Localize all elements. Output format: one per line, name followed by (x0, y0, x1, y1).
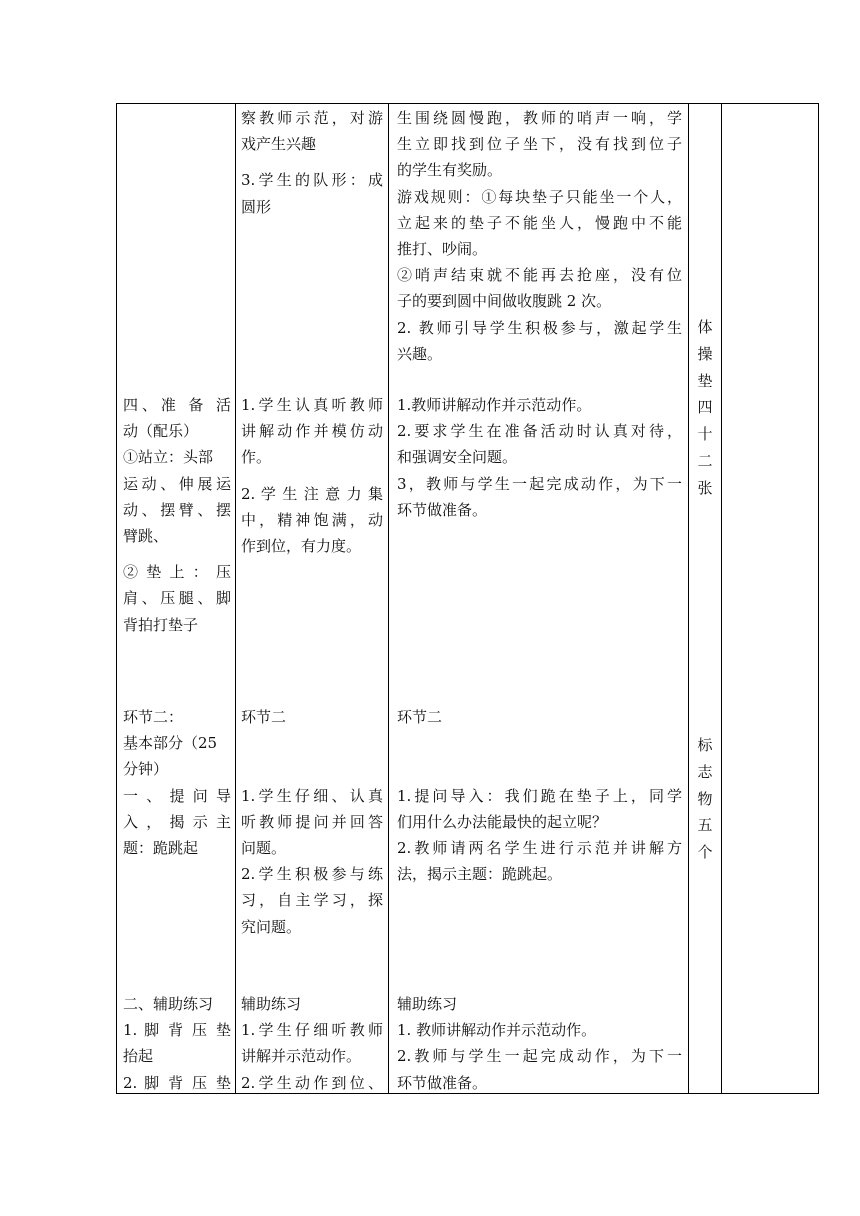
warmup-content: 四、准 备 活 动（配乐） ①站立：头部 运动、伸展运 动、摆臂、摆 臂跳、 ② 垫 上 ： 压 肩、压腿、脚 背拍打垫子 (123, 396, 231, 634)
teacher-activity-warmup: 1.教师讲解动作并示范动作。 2.要求学生在准备活动时认真对待， 和强调安全问题。 3，教师与学生一起完成动作，为下一 环节做准备。 (397, 396, 682, 519)
student-activity-top: 察教师示范，对游 戏产生兴趣 3.学生的队形：成 圆形 (241, 109, 383, 216)
aux-content: 二、辅助练习 1. 脚 背 压 垫 抬起 2. 脚 背 压 垫 (123, 995, 231, 1092)
student-activity-warmup: 1.学生认真听教师 讲解动作并模仿动 作。 2. 学 生 注 意 力 集 中，精神饱满，动 作到位，有力度。 (241, 396, 383, 556)
section2-content: 环节二： 基本部分（25 分钟） 一 、 提 问 导 入 ， 揭 示 主 题：跪跳起 (123, 708, 231, 858)
equipment-markers: 标 志 物 五 个 (697, 736, 713, 862)
equipment-mats: 体 操 垫 四 十 二 张 (697, 318, 713, 497)
lesson-plan-table (116, 103, 819, 1094)
column-divider (388, 104, 389, 1093)
teacher-activity-top: 生围绕圆慢跑，教师的哨声一响，学 生立即找到位子坐下，没有找到位子 的学生有奖励。 游戏规则：①每块垫子只能坐一个人， 立起来的垫子不能坐人，慢跑中不能 推打、吵闹。 ②哨声结束就不能再去抢座，没有位 子的要到圆中间做收腹跳 2 次。 2. 教师引导学生积极参与，激起学生 兴趣。 (397, 109, 682, 363)
column-divider (235, 104, 236, 1093)
teacher-activity-section2: 环节二 1.提问导入：我们跪在垫子上，同学 们用什么办法能最快的起立呢？ 2.教师请两名学生进行示范并讲解方 法，揭示主题：跪跳起。 (397, 708, 682, 884)
column-divider (688, 104, 689, 1093)
column-divider (721, 104, 722, 1093)
student-activity-aux: 辅助练习 1.学生仔细听教师 讲解并示范动作。 2.学生动作到位、 (241, 995, 383, 1092)
student-activity-section2: 环节二 1.学生仔细、认真 听教师提问并回答 问题。 2.学生积极参与练 习，自主学习，探 究问题。 (241, 708, 383, 936)
teacher-activity-aux: 辅助练习 1. 教师讲解动作并示范动作。 2.教师与学生一起完成动作，为下一 环节做准备。 (397, 995, 682, 1092)
